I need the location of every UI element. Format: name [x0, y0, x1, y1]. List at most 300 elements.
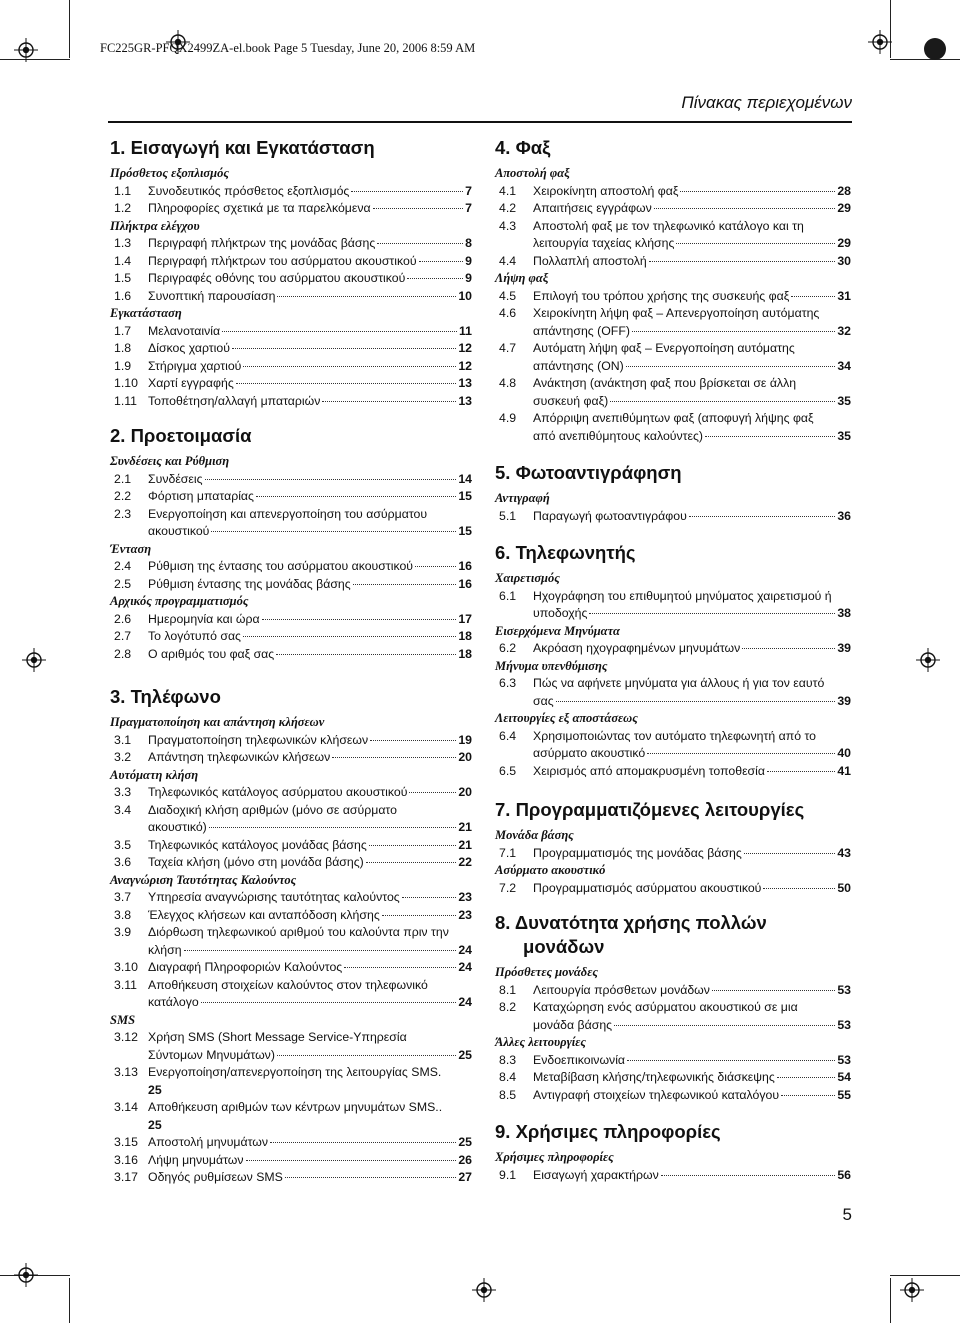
entry-leader-line [148, 270, 472, 288]
dot-leader [377, 243, 463, 244]
entry-page-number: 18 [458, 629, 472, 643]
section-heading: Αντιγραφή [495, 491, 550, 505]
dot-leader [232, 348, 456, 349]
dot-leader [689, 516, 836, 517]
toc-entry[interactable] [495, 982, 851, 1000]
section-heading: Αυτόματη κλήση [110, 767, 199, 782]
entry-text: Ενεργοποίηση/απενεργοποίηση της λειτουργίας SMS. [148, 1065, 442, 1079]
entry-leader-line [533, 1017, 851, 1035]
toc-entry[interactable] [495, 588, 851, 623]
section-heading: Αναγνώριση Ταυτότητας Καλούντος [110, 872, 297, 887]
entry-body [148, 323, 472, 341]
entry-leader-line [148, 1169, 472, 1187]
entry-page-number: 19 [458, 732, 472, 747]
section-heading: Πρόσθετες μονάδες [495, 965, 598, 979]
entry-body [148, 784, 472, 802]
entry-number: 4.5 [499, 288, 517, 303]
entry-leader-line [148, 1047, 472, 1065]
entry-text: Εισαγωγή χαρακτήρων [533, 1167, 659, 1182]
entry-page-number: 20 [458, 785, 472, 799]
toc-chapter [110, 136, 472, 410]
entry-page-number: 16 [458, 576, 472, 591]
dot-leader [332, 757, 456, 758]
entry-text: Προγραμματισμός της μονάδας βάσης [533, 845, 742, 860]
entry-body [533, 999, 851, 1034]
toc-column-right [495, 136, 851, 1184]
entry-page-number: 55 [837, 1087, 851, 1102]
entry-leader-line [533, 508, 851, 526]
entry-leader-line [533, 1167, 851, 1185]
entry-text: Χειρισμός από απομακρυσμένη τοποθεσία [533, 763, 765, 778]
entry-text: συσκευή φαξ) [533, 393, 609, 408]
section-heading: Λειτουργίες εξ αποστάσεως [495, 711, 638, 725]
entry-number: 3.15 [114, 1135, 138, 1149]
entry-number: 1.5 [114, 271, 132, 285]
entry-page-number: 11 [459, 323, 472, 338]
dot-leader [322, 401, 456, 402]
entry-number: 1.1 [114, 183, 132, 198]
entry-number: 1.4 [114, 253, 132, 268]
print-info-line: FC225GR-PFQX2499ZA-el.book Page 5 Tuesday, June 20, 2006 8:59 AM [100, 41, 476, 55]
entry-text: απάντησης (OFF) [533, 323, 630, 338]
entry-text: Τηλεφωνικός κατάλογος μονάδας βάσης [148, 837, 367, 852]
entry-page-line [148, 1082, 472, 1100]
section-heading: Πλήκτρα ελέγχου [110, 218, 200, 233]
dot-leader [270, 1142, 456, 1143]
entry-body [148, 576, 472, 594]
entry-body [148, 749, 472, 767]
entry-text: σας [533, 693, 554, 708]
entry-number: 4.2 [499, 201, 517, 215]
entry-text: από ανεπιθύμητους καλούντες) [533, 428, 704, 443]
entry-body [148, 393, 472, 411]
toc-entry[interactable] [110, 977, 472, 1012]
toc-entry[interactable] [110, 1099, 472, 1134]
entry-text: Αποστολή φαξ με τον τηλεφωνικό κατάλογο και τη [533, 218, 804, 233]
entry-text: Περιγραφή πλήκτρων του ασύρματου ακουστικού [148, 253, 417, 268]
entry-number: 6.3 [499, 676, 517, 690]
entry-leader-line [533, 235, 851, 253]
entry-text: ακουστικού [148, 524, 210, 538]
entry-text: Διόρθωση τηλεφωνικού αριθμού του καλούντα πριν την [148, 925, 449, 939]
chapter-title [110, 136, 472, 160]
registration-mark-icon [22, 648, 46, 672]
entry-text: Συνοδευτικός πρόσθετος εξοπλισμός [148, 183, 350, 198]
entry-page-number: 8 [465, 236, 472, 250]
toc-entry[interactable] [110, 802, 472, 837]
entry-number: 1.6 [114, 288, 132, 303]
section-heading: Πραγματοποίηση και απάντηση κλήσεων [110, 715, 325, 729]
toc-entry[interactable] [110, 628, 472, 646]
toc-chapter [110, 424, 472, 663]
entry-number: 1.3 [114, 236, 132, 250]
entry-leader-line [533, 1069, 851, 1087]
dot-leader [712, 990, 835, 991]
entry-text: Μεταβίβαση κλήσης/τηλεφωνικής διάσκεψης [533, 1070, 775, 1084]
toc-entry[interactable] [495, 1087, 851, 1105]
toc-entry[interactable] [495, 763, 851, 781]
dot-leader [419, 261, 464, 262]
dot-leader [262, 619, 457, 620]
toc-entry[interactable] [110, 1134, 472, 1152]
registration-disc-icon [924, 38, 946, 60]
toc-chapter [495, 136, 851, 445]
toc-entry[interactable] [495, 183, 851, 201]
toc-entry[interactable] [495, 218, 851, 253]
toc-entry[interactable] [110, 340, 472, 358]
entry-body [533, 1069, 851, 1087]
toc-entry[interactable] [110, 1152, 472, 1170]
chapter-title [495, 136, 851, 160]
entry-leader-line [148, 1152, 472, 1170]
entry-leader-line [148, 200, 472, 218]
entry-page-number: 35 [837, 428, 851, 443]
entry-body [148, 977, 472, 1012]
toc-entry[interactable] [495, 675, 851, 710]
toc-entry[interactable] [110, 375, 472, 393]
entry-body [148, 1134, 472, 1152]
entry-leader-line [533, 745, 851, 763]
entry-page-number: 38 [837, 606, 851, 620]
toc-entry[interactable] [495, 1069, 851, 1087]
entry-leader-line [533, 428, 851, 446]
toc-entry[interactable] [110, 200, 472, 218]
entry-text: Χρησιμοποιώντας τον αυτόματο τηλεφωνητή από το [533, 728, 816, 743]
toc-entry[interactable] [495, 880, 851, 898]
entry-page-number: 7 [465, 201, 472, 215]
entry-text: Διαγραφή Πληροφοριών Καλούντος [148, 960, 343, 974]
entry-leader-line [533, 982, 851, 1000]
toc-entry[interactable] [110, 235, 472, 253]
toc-entry[interactable] [110, 288, 472, 306]
entry-text: Συνοπτική παρουσίαση [148, 288, 276, 303]
entry-number: 3.2 [114, 750, 132, 764]
toc-entry[interactable] [110, 907, 472, 925]
entry-text: Απόρριψη ανεπιθύμητων φαξ (αποφυγή λήψης φαξ [533, 411, 814, 425]
entry-text: κατάλογο [148, 995, 199, 1009]
entry-page-number: 15 [458, 489, 472, 503]
toc-chapter [495, 1120, 851, 1184]
entry-page-number: 17 [458, 611, 472, 626]
toc-entry[interactable] [495, 1052, 851, 1070]
toc-entry[interactable] [495, 728, 851, 763]
dot-leader [344, 967, 456, 968]
entry-number: 1.2 [114, 201, 132, 215]
dot-leader [647, 753, 835, 754]
chapter-title-line: 1. Εισαγωγή και Εγκατάσταση [110, 137, 375, 158]
toc-entry[interactable] [110, 471, 472, 489]
entry-number: 3.10 [114, 960, 138, 974]
dot-leader [614, 1025, 835, 1026]
toc-entry[interactable] [495, 999, 851, 1034]
entry-number: 4.4 [499, 253, 517, 268]
chapter-title-line: 6. Τηλεφωνητής [495, 542, 636, 563]
toc-entry[interactable] [495, 288, 851, 306]
toc-chapter [495, 911, 851, 1104]
entry-leader-line [533, 880, 851, 898]
dot-leader [610, 401, 835, 402]
chapter-title-line: 3. Τηλέφωνο [110, 686, 221, 707]
entry-leader-line [148, 628, 472, 646]
toc-entry[interactable] [110, 889, 472, 907]
entry-page-number: 34 [837, 358, 851, 373]
dot-leader [767, 771, 835, 772]
entry-text: Απαιτήσεις εγγράφων [533, 201, 652, 215]
entry-number: 8.2 [499, 1000, 517, 1014]
registration-mark-icon [900, 1278, 924, 1302]
section-heading: Μήνυμα υπενθύμισης [495, 658, 608, 673]
entry-body [148, 959, 472, 977]
toc-entry[interactable] [110, 1029, 472, 1064]
toc-entry[interactable] [110, 576, 472, 594]
entry-number: 3.9 [114, 925, 132, 939]
entry-body [533, 1167, 851, 1185]
toc-column-left [110, 136, 472, 1187]
entry-number: 4.3 [499, 218, 517, 233]
toc-entry[interactable] [110, 749, 472, 767]
toc-entry[interactable] [110, 959, 472, 977]
entry-number: 3.5 [114, 837, 132, 852]
section-heading: Πρόσθετος εξοπλισμός [110, 166, 229, 180]
crop-mark [890, 1275, 960, 1276]
entry-number: 3.16 [114, 1152, 138, 1167]
entry-number: 1.9 [114, 358, 132, 373]
entry-text: Χειροκίνητη λήψη φαξ – Απενεργοποίηση αυτόματης [533, 306, 820, 320]
entry-text: Ανάκτηση (ανάκτηση φαξ που βρίσκεται σε άλλη [533, 376, 797, 390]
section-heading: Αρχικός προγραμματισμός [110, 594, 249, 608]
section-heading: Ένταση [110, 541, 152, 556]
entry-number: 5.1 [499, 508, 517, 523]
toc-chapter [495, 461, 851, 525]
chapter-title [495, 911, 851, 959]
entry-page-number: 7 [465, 183, 472, 198]
entry-text: Διαδοχική κλήση αριθμών (μόνο σε ασύρματο [148, 802, 397, 817]
toc-entry[interactable] [110, 784, 472, 802]
entry-leader-line [148, 558, 472, 576]
entry-body [533, 288, 851, 306]
entry-number: 3.6 [114, 855, 132, 869]
entry-leader-line [148, 784, 472, 802]
dot-leader [201, 1002, 457, 1003]
entry-body [148, 1169, 472, 1187]
entry-text: Ρύθμιση της έντασης του ασύρματου ακουστικού [148, 559, 414, 573]
entry-body [533, 675, 851, 710]
entry-body [148, 889, 472, 907]
entry-body [148, 1152, 472, 1170]
entry-number: 4.6 [499, 306, 517, 320]
entry-body [533, 728, 851, 763]
chapter-title-line: 2. Προετοιμασία [110, 425, 252, 446]
entry-number: 3.4 [114, 802, 132, 817]
entry-text: Ενδοεπικοινωνία [533, 1052, 626, 1067]
entry-page-number: 9 [465, 271, 472, 285]
toc-entry[interactable] [110, 488, 472, 506]
entry-body [533, 640, 851, 658]
entry-body [533, 588, 851, 623]
toc-entry[interactable] [110, 270, 472, 288]
toc-entry[interactable] [110, 506, 472, 541]
entry-leader-line [533, 640, 851, 658]
entry-page-number: 22 [458, 855, 472, 869]
dot-leader [781, 1095, 835, 1096]
entry-text: Φόρτιση μπαταρίας [148, 489, 254, 503]
entry-number: 8.5 [499, 1087, 517, 1102]
toc-entry[interactable] [110, 924, 472, 959]
entry-page-number: 25 [148, 1117, 162, 1132]
entry-body [148, 837, 472, 855]
entry-body [533, 982, 851, 1000]
entry-leader-line [148, 340, 472, 358]
chapter-title [110, 685, 472, 709]
entry-leader-line [148, 732, 472, 750]
entry-body [148, 1029, 472, 1064]
entry-body [148, 340, 472, 358]
chapter-title-line: 7. Προγραμματιζόμενες λειτουργίες [495, 799, 805, 820]
entry-text: Αυτόματη λήψη φαξ – Ενεργοποίηση αυτόματης [533, 341, 795, 355]
entry-leader-line [533, 183, 851, 201]
toc-entry[interactable] [110, 1064, 472, 1099]
entry-number: 2.1 [114, 471, 132, 486]
toc-entry[interactable] [495, 375, 851, 410]
entry-text: Πληροφορίες σχετικά με τα παρελκόμενα [148, 201, 371, 215]
dot-leader [256, 496, 456, 497]
dot-leader [680, 191, 835, 192]
entry-leader-line [533, 253, 851, 271]
toc-entry[interactable] [110, 393, 472, 411]
entry-text: Περιγραφές οθόνης του ασύρματου ακουστικού [148, 271, 406, 285]
section-heading: Αποστολή φαξ [495, 166, 570, 180]
toc-entry[interactable] [110, 1169, 472, 1187]
toc-entry[interactable] [110, 323, 472, 341]
entry-leader-line [148, 235, 472, 253]
entry-body [148, 288, 472, 306]
toc-entry[interactable] [495, 253, 851, 271]
entry-body [533, 218, 851, 253]
section-heading: Ασύρματο ακουστικό [495, 863, 606, 877]
entry-leader-line [148, 1134, 472, 1152]
entry-body [148, 506, 472, 541]
crop-mark [69, 0, 70, 58]
toc-entry[interactable] [110, 183, 472, 201]
entry-leader-line [533, 200, 851, 218]
section-heading: Χαιρετισμός [495, 571, 560, 585]
entry-page-number: 10 [458, 288, 472, 303]
entry-leader-line [533, 845, 851, 863]
entry-body [148, 270, 472, 288]
entry-number: 4.7 [499, 341, 517, 355]
entry-page-number: 24 [458, 942, 472, 957]
entry-leader-line [148, 375, 472, 393]
toc-entry[interactable] [495, 1167, 851, 1185]
toc-entry[interactable] [110, 611, 472, 629]
entry-page-number: 30 [837, 253, 851, 268]
entry-text: Ηχογράφηση του επιθυμητού μηνύματος χαιρετισμού ή [533, 588, 832, 603]
toc-entry[interactable] [110, 854, 472, 872]
entry-leader-line [148, 358, 472, 376]
dot-leader [415, 566, 456, 567]
entry-page-number: 25 [458, 1135, 472, 1149]
dot-leader [777, 1077, 836, 1078]
entry-page-number: 18 [458, 646, 472, 661]
entry-page-number: 43 [837, 845, 851, 860]
entry-number: 3.3 [114, 785, 132, 799]
entry-page-number: 32 [837, 323, 851, 338]
section-heading: Άλλες λειτουργίες [495, 1035, 586, 1049]
dot-leader [402, 897, 457, 898]
entry-page-number: 29 [837, 236, 851, 250]
entry-number: 3.13 [114, 1065, 138, 1079]
header-rule [108, 121, 852, 123]
entry-body [148, 235, 472, 253]
dot-leader [705, 436, 835, 437]
toc-entry[interactable] [495, 640, 851, 658]
entry-number: 3.11 [114, 977, 138, 992]
entry-body [148, 646, 472, 664]
entry-leader-line [148, 646, 472, 664]
dot-leader [744, 853, 836, 854]
entry-page-number: 20 [458, 750, 472, 764]
toc-entry[interactable] [110, 837, 472, 855]
entry-number: 1.7 [114, 323, 132, 338]
running-title: Πίνακας περιεχομένων [681, 93, 852, 112]
toc-entry[interactable] [495, 305, 851, 340]
dot-leader [222, 331, 457, 332]
toc-entry[interactable] [110, 646, 472, 664]
toc-entry[interactable] [110, 358, 472, 376]
entry-body [148, 732, 472, 750]
entry-number: 1.11 [114, 393, 138, 408]
dot-leader [626, 366, 836, 367]
toc-entry[interactable] [495, 340, 851, 375]
entry-page-number: 50 [837, 880, 851, 895]
entry-page-number: 39 [837, 641, 851, 655]
entry-leader-line [148, 523, 472, 541]
chapter-title-line: 9. Χρήσιμες πληροφορίες [495, 1121, 721, 1142]
entry-text: Συνδέσεις [148, 471, 203, 486]
toc-entry[interactable] [495, 200, 851, 218]
entry-text: λειτουργία ταχείας κλήσης [533, 236, 675, 250]
entry-page-number: 28 [837, 183, 851, 198]
dot-leader [277, 296, 456, 297]
entry-leader-line [148, 749, 472, 767]
chapter-title-line: 8. Δυνατότητα χρήσης πολλών [495, 912, 767, 933]
dot-leader [763, 888, 835, 889]
entry-number: 2.6 [114, 611, 132, 626]
entry-text: Τηλεφωνικός κατάλογος ασύρματου ακουστικού [148, 785, 408, 799]
toc-entry[interactable] [110, 732, 472, 750]
entry-body [533, 508, 851, 526]
toc-entry[interactable] [495, 845, 851, 863]
entry-text: Μελανοταινία [148, 323, 221, 338]
chapter-title [495, 541, 851, 565]
dot-leader [211, 531, 456, 532]
entry-body [533, 200, 851, 218]
entry-text: Περιγραφή πλήκτρων της μονάδας βάσης [148, 236, 376, 250]
toc-entry[interactable] [110, 558, 472, 576]
dot-leader [649, 261, 836, 262]
dot-leader [351, 191, 463, 192]
entry-body [148, 907, 472, 925]
toc-entry[interactable] [495, 410, 851, 445]
entry-number: 4.1 [499, 183, 517, 198]
dot-leader [276, 654, 456, 655]
entry-page-number: 29 [837, 201, 851, 215]
toc-entry[interactable] [495, 508, 851, 526]
toc-entry[interactable] [110, 253, 472, 271]
dot-leader [654, 208, 836, 209]
entry-page-number: 27 [458, 1170, 472, 1184]
chapter-title-line: 4. Φαξ [495, 137, 551, 158]
